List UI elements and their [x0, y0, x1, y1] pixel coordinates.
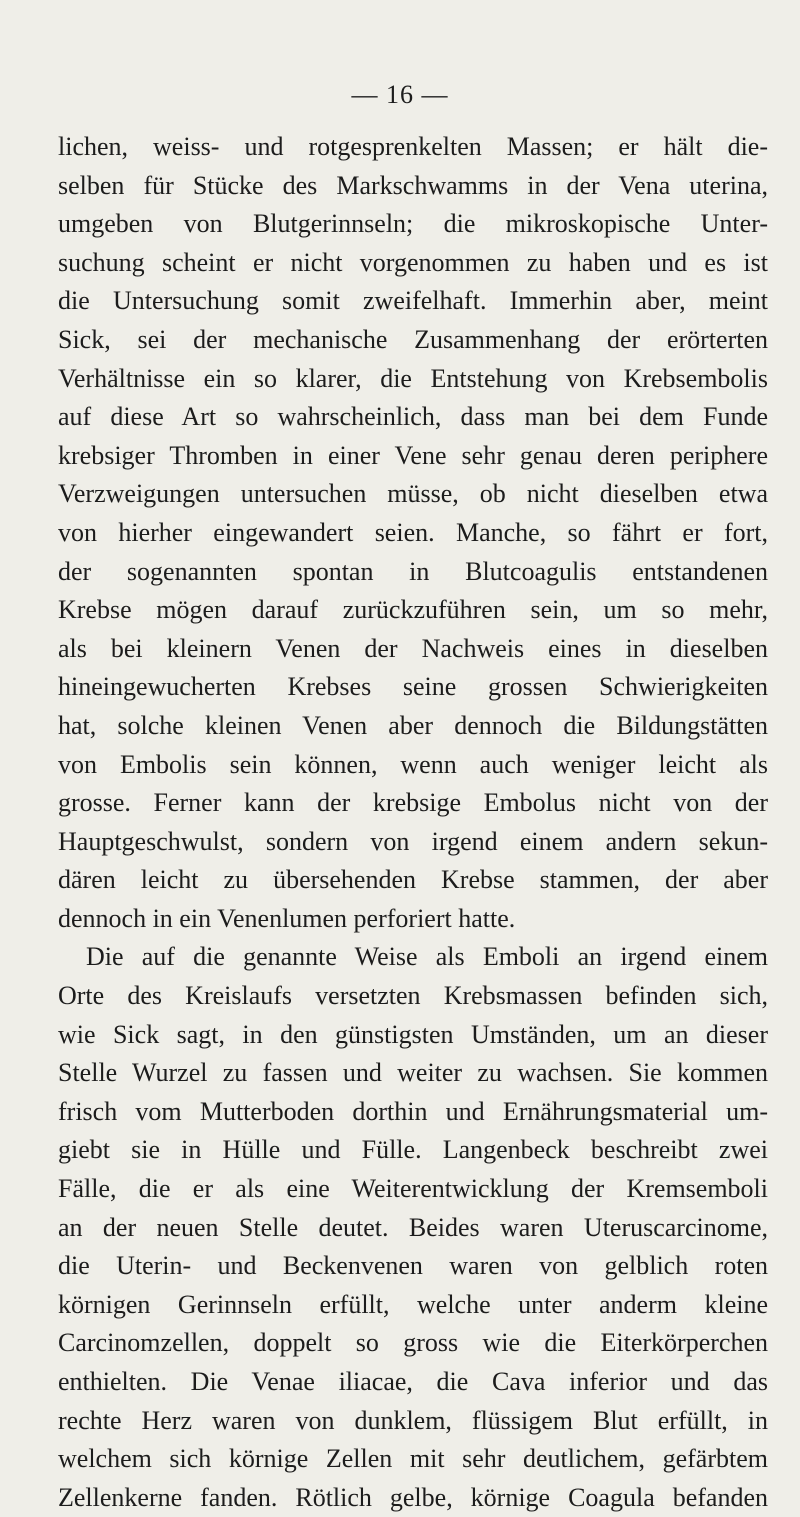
text-line: auf diese Art so wahrscheinlich, dass man bei dem Funde — [58, 402, 768, 432]
text-line: Sick, sei der mechanische Zusammenhang der erörterten — [58, 324, 768, 354]
text-line: umgeben von Blutgerinnseln; die mikroskopische Unter- — [58, 209, 768, 239]
text-line: giebt sie in Hülle und Fülle. Langenbeck beschreibt zwei — [58, 1135, 768, 1165]
text-line: wie Sick sagt, in den günstigsten Umständen, um an dieser — [58, 1019, 768, 1049]
text-line: grosse. Ferner kann der krebsige Embolus nicht von der — [58, 788, 768, 818]
text-line: die Untersuchung somit zweifelhaft. Immerhin aber, meint — [58, 286, 768, 316]
text-line: hat, solche kleinen Venen aber dennoch die Bildungstätten — [58, 710, 768, 740]
page-number-header: — 16 — — [351, 80, 449, 109]
text-line: welchem sich körnige Zellen mit sehr deutlichem, gefärbtem — [58, 1444, 768, 1474]
text-line: Carcinomzellen, doppelt so gross wie die Eiterkörperchen — [58, 1328, 768, 1358]
text-line: als bei kleinern Venen der Nachweis eines in dieselben — [58, 633, 768, 663]
text-line: frisch vom Mutterboden dorthin und Ernährungsmaterial um- — [58, 1096, 768, 1126]
text-line: rechte Herz waren von dunklem, flüssigem Blut erfüllt, in — [58, 1405, 768, 1435]
text-line: dären leicht zu übersehenden Krebse stammen, der aber — [58, 865, 768, 895]
text-line: Zellenkerne fanden. Rötlich gelbe, körnige Coagula befanden — [58, 1482, 768, 1512]
text-line: Stelle Wurzel zu fassen und weiter zu wachsen. Sie kommen — [58, 1058, 768, 1088]
text-line: enthielten. Die Venae iliacae, die Cava inferior und das — [58, 1367, 768, 1396]
text-line: Hauptgeschwulst, sondern von irgend einem andern sekun- — [58, 826, 768, 856]
body-text — [58, 128, 768, 1517]
text-line: Fälle, die er als eine Weiterentwicklung der Kremsemboli — [58, 1174, 768, 1204]
text-line: die Uterin- und Beckenvenen waren von gelblich roten — [58, 1251, 768, 1281]
text-line: Verhältnisse ein so klarer, die Entstehung von Krebsembolis — [58, 363, 768, 393]
text-line: von Embolis sein können, wenn auch weniger leicht als — [58, 749, 768, 779]
text-line: suchung scheint er nicht vorgenommen zu haben und es ist — [58, 247, 768, 277]
text-line: Verzweigungen untersuchen müsse, ob nicht dieselben etwa — [58, 479, 768, 509]
text-line: Die auf die genannte Weise als Emboli an irgend einem — [86, 942, 768, 972]
text-line: an der neuen Stelle deutet. Beides waren Uteruscarcinome, — [58, 1212, 768, 1242]
text-line: Orte des Kreislaufs versetzten Krebsmassen befinden sich, — [58, 981, 768, 1011]
text-line: hineingewucherten Krebses seine grossen Schwierigkeiten — [58, 672, 768, 702]
text-line: körnigen Gerinnseln erfüllt, welche unter anderm kleine — [58, 1289, 768, 1319]
text-line: selben für Stücke des Markschwamms in der Vena uterina, — [58, 170, 768, 200]
text-line: Krebse mögen darauf zurückzuführen sein, um so mehr, — [58, 595, 768, 625]
text-line: krebsiger Thromben in einer Vene sehr genau deren periphere — [58, 440, 768, 470]
text-line: der sogenannten spontan in Blutcoagulis entstandenen — [58, 556, 768, 586]
text-line: lichen, weiss- und rotgesprenkelten Massen; er hält die- — [58, 132, 768, 161]
text-line: dennoch in ein Venenlumen perforiert hatte. — [58, 903, 516, 933]
text-line: von hierher eingewandert seien. Manche, so fährt er fort, — [58, 517, 768, 547]
